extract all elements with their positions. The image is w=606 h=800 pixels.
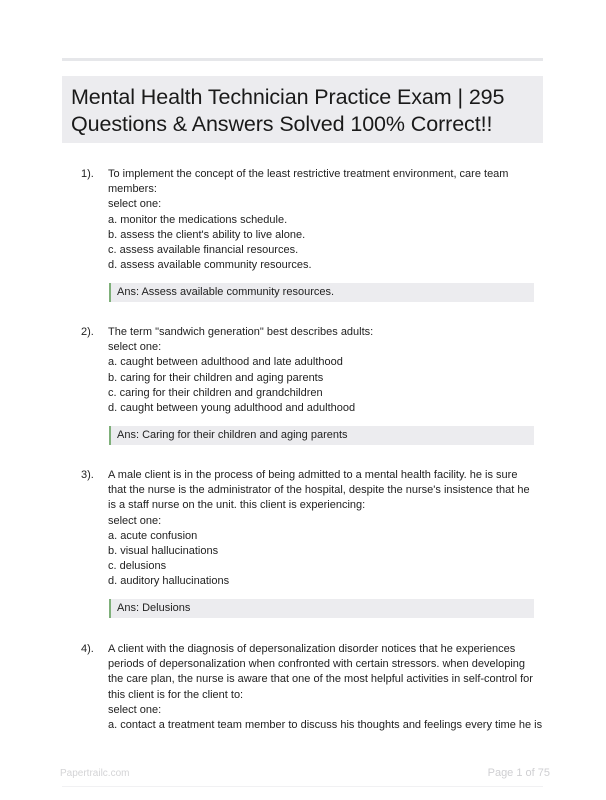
option-b: b. caring for their children and aging parents [108,371,324,384]
option-a: a. caught between adulthood and late adulthood [108,356,343,369]
question-number: 3). [81,469,94,481]
option-d: d. assess available community resources. [108,259,312,272]
option-d: d. caught between young adulthood and adulthood [108,402,356,415]
answer-box-2: Ans: Caring for their children and aging parents [109,426,534,445]
top-divider [62,58,543,61]
page-title: Mental Health Technician Practice Exam | 295 Questions & Answers Solved 100% Correct!! [71,85,505,136]
question-body [108,167,538,273]
select-instruction: select one: [108,703,162,716]
footer-page-number: Page 1 of 75 [487,767,550,779]
select-instruction: select one: [108,341,162,354]
question-number: 2). [81,326,94,338]
answer-box-1: Ans: Assess available community resources. [109,283,534,302]
question-body [108,325,538,416]
question-number: 1). [81,168,94,180]
option-b: b. visual hallucinations [108,545,219,558]
footer-site: Papertrailc.com [60,768,130,779]
question-number: 4). [81,643,94,655]
option-c: c. assess available financial resources. [108,244,299,257]
bottom-divider [62,786,543,787]
question-body [108,468,538,590]
question-stem: A client with the diagnosis of depersonalization disorder notices that he experiences periods of depersonalization when confronted with certain stressors. when developing the care plan, the nurse is aware that one of the most helpful activities in self-control for this client is for the client to: [108,643,533,701]
option-c: c. caring for their children and grandchildren [108,386,323,399]
question-stem: To implement the concept of the least restrictive treatment environment, care team members: [108,168,509,196]
option-a: a. contact a treatment team member to discuss his thoughts and feelings every time he is [108,719,543,732]
option-b: b. assess the client's ability to live alone. [108,228,306,241]
option-d: d. auditory hallucinations [108,575,230,588]
question-stem: The term "sandwich generation" best describes adults: [108,326,374,338]
title-banner [62,76,543,143]
select-instruction: select one: [108,198,162,211]
option-a: a. monitor the medications schedule. [108,213,288,226]
option-a: a. acute confusion [108,529,198,542]
select-instruction: select one: [108,514,162,527]
answer-box-3: Ans: Delusions [109,599,534,618]
question-stem: A male client is in the process of being admitted to a mental health facility. he is sure that the nurse is the administrator of the hospital, despite the nurse's insistence that he is a staff nurse on the unit. this client is experiencing: [108,469,530,512]
option-c: c. delusions [108,560,167,573]
question-body [108,642,543,733]
